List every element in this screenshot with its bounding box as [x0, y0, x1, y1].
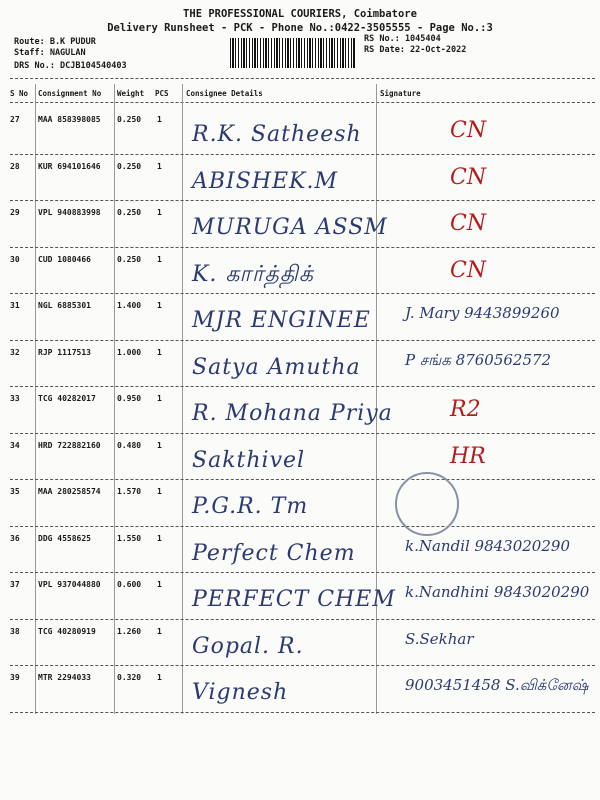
weight-value: 0.600	[117, 580, 142, 589]
consignee-name: ABISHEK.M	[192, 168, 339, 194]
col-signature: Signature	[380, 89, 421, 98]
col-details: Consignee Details	[186, 89, 263, 98]
weight-value: 0.250	[117, 208, 142, 217]
consignment-number: TCG 40282017	[38, 394, 96, 403]
row-divider	[10, 386, 595, 387]
header-underline	[10, 102, 595, 103]
serial-number: 36	[10, 533, 20, 543]
signature: CN	[450, 211, 487, 236]
table-row	[10, 157, 595, 201]
consignment-number: MAA 858398085	[38, 115, 101, 124]
table-row	[10, 436, 595, 480]
rs-date: RS Date: 22-Oct-2022	[364, 45, 467, 55]
table-row	[10, 482, 595, 526]
row-divider	[10, 340, 595, 341]
serial-number: 30	[10, 254, 20, 264]
row-divider	[10, 712, 595, 713]
pieces-count: 1	[157, 254, 162, 264]
consignment-number: VPL 940883998	[38, 208, 101, 217]
signature: k.Nandil 9843020290	[405, 536, 570, 555]
row-divider	[10, 293, 595, 294]
pieces-count: 1	[157, 115, 162, 124]
weight-value: 1.000	[117, 347, 142, 357]
pieces-count: 1	[157, 533, 162, 543]
serial-number: 39	[10, 673, 20, 682]
weight-value: 0.950	[117, 394, 142, 403]
header-divider	[10, 78, 595, 79]
table-row	[10, 389, 595, 433]
serial-number: 32	[10, 347, 20, 357]
signature: J. Mary 9443899260	[405, 304, 560, 322]
weight-value: 1.550	[117, 533, 142, 543]
consignment-number: RJP 1117513	[38, 347, 91, 357]
consignee-name: R.K. Satheesh	[192, 122, 362, 147]
consignment-number: KUR 694101646	[38, 161, 101, 171]
weight-value: 0.250	[117, 115, 142, 124]
signature: S.Sekhar	[405, 629, 474, 648]
consignee-name: MJR ENGINEE	[192, 308, 371, 333]
row-divider	[10, 619, 595, 620]
pieces-count: 1	[157, 580, 162, 589]
signature: CN	[450, 118, 487, 143]
signature: R2	[450, 397, 481, 422]
table-row	[10, 529, 595, 573]
signature: CN	[450, 257, 487, 283]
consignee-name: Gopal. R.	[192, 633, 304, 659]
consignee-name: PERFECT CHEM	[192, 587, 396, 612]
serial-number: 27	[10, 115, 20, 124]
row-divider	[10, 154, 595, 155]
serial-number: 28	[10, 161, 20, 171]
signature: P சங்க 8760562572	[405, 350, 552, 369]
col-consignment: Consignment No	[38, 89, 102, 98]
company-title: THE PROFESSIONAL COURIERS, Coimbatore	[183, 8, 417, 20]
weight-value: 0.480	[117, 440, 142, 450]
consignment-number: CUD 1080466	[38, 254, 91, 264]
signature: CN	[450, 164, 487, 190]
table-row	[10, 622, 595, 666]
consignment-number: DDG 4558625	[38, 533, 91, 543]
table-row	[10, 296, 595, 340]
consignment-number: HRD 722882160	[38, 440, 101, 450]
pieces-count: 1	[157, 626, 162, 636]
table-row	[10, 668, 595, 712]
row-divider	[10, 665, 595, 666]
signature: 9003451458 S.விக்னேஷ்	[405, 676, 589, 694]
pieces-count: 1	[157, 673, 162, 682]
table-row	[10, 110, 595, 154]
weight-value: 1.260	[117, 626, 142, 636]
row-divider	[10, 479, 595, 480]
weight-value: 0.250	[117, 254, 142, 264]
row-divider	[10, 247, 595, 248]
serial-number: 34	[10, 440, 20, 450]
delivery-stamp	[395, 472, 459, 536]
consignee-name: MURUGA ASSM	[192, 215, 388, 240]
weight-value: 0.320	[117, 673, 142, 682]
pieces-count: 1	[157, 161, 162, 171]
signature: HR	[450, 443, 486, 469]
pieces-count: 1	[157, 347, 162, 357]
weight-value: 1.400	[117, 301, 142, 310]
consignee-name: Perfect Chem	[192, 540, 356, 566]
consignment-number: VPL 937044880	[38, 580, 101, 589]
pieces-count: 1	[157, 301, 162, 310]
serial-number: 38	[10, 626, 20, 636]
row-divider	[10, 200, 595, 201]
serial-number: 37	[10, 580, 20, 589]
pieces-count: 1	[157, 487, 162, 496]
consignment-number: MTR 2294033	[38, 673, 91, 682]
pieces-count: 1	[157, 208, 162, 217]
row-divider	[10, 572, 595, 573]
consignment-number: TCG 40280919	[38, 626, 96, 636]
barcode	[230, 38, 356, 68]
signature: k.Nandhini 9843020290	[405, 583, 590, 601]
consignee-name: Sakthivel	[192, 447, 306, 473]
staff-label: Staff: NAGULAN	[14, 48, 86, 58]
pieces-count: 1	[157, 394, 162, 403]
serial-number: 29	[10, 208, 20, 217]
drs-label: DRS No.: DCJB104540403	[14, 61, 127, 71]
runsheet-title: Delivery Runsheet - PCK - Phone No.:0422-3505555 - Page No.:3	[107, 22, 493, 34]
table-row	[10, 575, 595, 619]
table-row	[10, 343, 595, 387]
consignee-name: Satya Amutha	[192, 354, 361, 380]
row-divider	[10, 526, 595, 527]
consignee-name: P.G.R. Tm	[192, 494, 309, 519]
pieces-count: 1	[157, 440, 162, 450]
serial-number: 33	[10, 394, 20, 403]
weight-value: 1.570	[117, 487, 142, 496]
consignee-name: K. கார்த்திக்	[192, 261, 314, 287]
table-row	[10, 203, 595, 247]
rs-number: RS No.: 1045404	[364, 34, 441, 44]
serial-number: 35	[10, 487, 20, 496]
consignment-number: MAA 280258574	[38, 487, 101, 496]
consignment-number: NGL 6885301	[38, 301, 91, 310]
row-divider	[10, 433, 595, 434]
consignee-name: R. Mohana Priya	[192, 401, 393, 426]
table-row	[10, 250, 595, 294]
col-pcs: PCS	[155, 89, 169, 98]
col-weight: Weight	[117, 89, 145, 98]
serial-number: 31	[10, 301, 20, 310]
route-label: Route: B.K PUDUR	[14, 37, 96, 47]
col-sno: S No	[10, 89, 29, 98]
weight-value: 0.250	[117, 161, 142, 171]
consignee-name: Vignesh	[192, 680, 289, 705]
